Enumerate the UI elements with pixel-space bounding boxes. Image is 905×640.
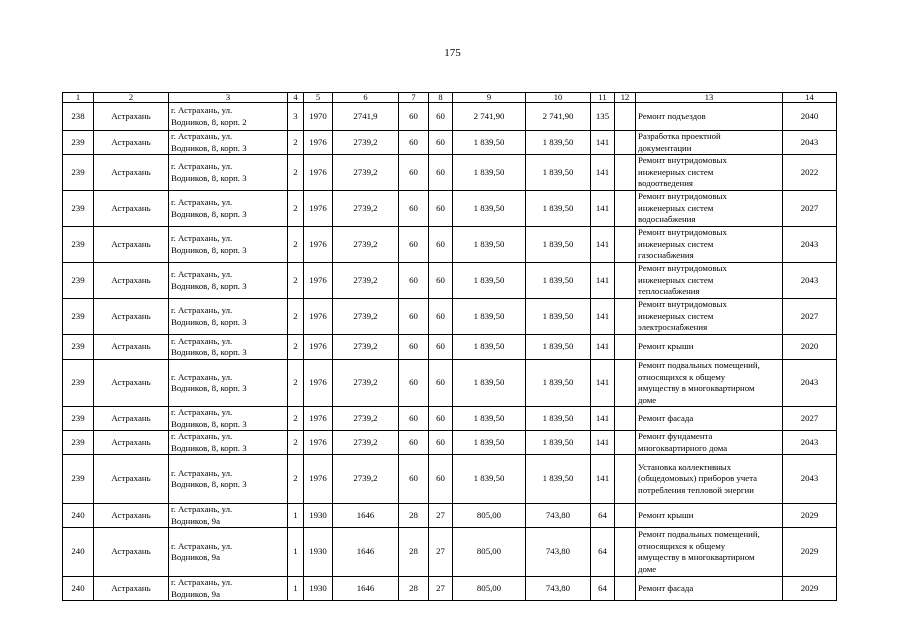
cell-city: Астрахань — [94, 577, 169, 601]
cell-col-12 — [615, 431, 636, 455]
table-row — [63, 360, 837, 407]
cell-col-4: 2 — [288, 431, 304, 455]
cell-col-8: 60 — [429, 227, 453, 263]
header-cell-3: 3 — [169, 93, 288, 103]
cell-col-10: 1 839,50 — [526, 407, 591, 431]
cell-col-7: 60 — [399, 407, 429, 431]
cell-col-11: 141 — [591, 431, 615, 455]
cell-col-11: 141 — [591, 155, 615, 191]
cell-col-8: 60 — [429, 155, 453, 191]
table-row — [63, 335, 837, 360]
cell-address: г. Астрахань, ул. Водников, 9а — [169, 528, 288, 577]
cell-address: г. Астрахань, ул. Водников, 8, корп. 3 — [169, 227, 288, 263]
cell-work-type: Ремонт внутридомовых инженерных систем водоснабжения — [636, 191, 783, 227]
cell-col-9: 1 839,50 — [453, 455, 526, 504]
cell-col-4: 1 — [288, 504, 304, 528]
cell-planned-year: 2029 — [783, 577, 837, 601]
cell-address: г. Астрахань, ул. Водников, 8, корп. 3 — [169, 431, 288, 455]
cell-col-8: 60 — [429, 455, 453, 504]
cell-col-8: 60 — [429, 335, 453, 360]
page-number: 175 — [444, 47, 461, 59]
cell-planned-year: 2040 — [783, 103, 837, 131]
cell-city: Астрахань — [94, 335, 169, 360]
cell-col-9: 1 839,50 — [453, 299, 526, 335]
cell-col-12 — [615, 335, 636, 360]
cell-city: Астрахань — [94, 103, 169, 131]
table-row — [63, 431, 837, 455]
cell-area: 1646 — [333, 577, 399, 601]
cell-col-9: 1 839,50 — [453, 431, 526, 455]
cell-area: 1646 — [333, 504, 399, 528]
cell-col-10: 1 839,50 — [526, 431, 591, 455]
cell-col-12 — [615, 299, 636, 335]
cell-work-type: Ремонт подвальных помещений, относящихся к общему имуществу в многоквартирном доме — [636, 360, 783, 407]
cell-col-9: 1 839,50 — [453, 155, 526, 191]
cell-index: 240 — [63, 577, 94, 601]
cell-work-type: Ремонт фасада — [636, 577, 783, 601]
cell-col-7: 60 — [399, 263, 429, 299]
header-cell-1: 1 — [63, 93, 94, 103]
cell-col-4: 2 — [288, 299, 304, 335]
cell-city: Астрахань — [94, 528, 169, 577]
cell-work-type: Ремонт подвальных помещений, относящихся к общему имуществу в многоквартирном доме — [636, 528, 783, 577]
header-cell-14: 14 — [783, 93, 837, 103]
cell-index: 239 — [63, 191, 94, 227]
cell-area: 2739,2 — [333, 131, 399, 155]
cell-city: Астрахань — [94, 504, 169, 528]
cell-col-11: 141 — [591, 335, 615, 360]
cell-col-4: 2 — [288, 131, 304, 155]
cell-col-10: 2 741,90 — [526, 103, 591, 131]
cell-city: Астрахань — [94, 191, 169, 227]
cell-planned-year: 2027 — [783, 407, 837, 431]
cell-col-4: 2 — [288, 335, 304, 360]
cell-col-7: 60 — [399, 155, 429, 191]
cell-col-12 — [615, 407, 636, 431]
header-cell-13: 13 — [636, 93, 783, 103]
cell-area: 2739,2 — [333, 191, 399, 227]
cell-planned-year: 2022 — [783, 155, 837, 191]
cell-area: 2739,2 — [333, 227, 399, 263]
cell-col-4: 2 — [288, 263, 304, 299]
cell-index: 239 — [63, 131, 94, 155]
cell-col-10: 1 839,50 — [526, 227, 591, 263]
cell-col-10: 743,80 — [526, 577, 591, 601]
cell-col-4: 1 — [288, 528, 304, 577]
cell-work-type: Ремонт крыши — [636, 504, 783, 528]
cell-col-4: 2 — [288, 155, 304, 191]
cell-city: Астрахань — [94, 455, 169, 504]
cell-year: 1930 — [304, 528, 333, 577]
data-table — [62, 92, 837, 601]
cell-col-10: 1 839,50 — [526, 360, 591, 407]
cell-planned-year: 2043 — [783, 227, 837, 263]
cell-address: г. Астрахань, ул. Водников, 8, корп. 3 — [169, 360, 288, 407]
table-row — [63, 299, 837, 335]
cell-work-type: Ремонт фасада — [636, 407, 783, 431]
table-header-row — [63, 93, 837, 103]
cell-col-8: 60 — [429, 191, 453, 227]
cell-col-7: 60 — [399, 299, 429, 335]
cell-year: 1976 — [304, 131, 333, 155]
cell-year: 1976 — [304, 431, 333, 455]
cell-planned-year: 2043 — [783, 360, 837, 407]
cell-index: 239 — [63, 431, 94, 455]
cell-col-10: 1 839,50 — [526, 131, 591, 155]
cell-col-11: 141 — [591, 263, 615, 299]
cell-city: Астрахань — [94, 227, 169, 263]
cell-col-10: 1 839,50 — [526, 155, 591, 191]
table-row — [63, 191, 837, 227]
cell-col-10: 1 839,50 — [526, 263, 591, 299]
cell-planned-year: 2027 — [783, 191, 837, 227]
cell-col-10: 1 839,50 — [526, 335, 591, 360]
cell-address: г. Астрахань, ул. Водников, 9а — [169, 504, 288, 528]
cell-col-9: 1 839,50 — [453, 335, 526, 360]
cell-col-4: 1 — [288, 577, 304, 601]
cell-address: г. Астрахань, ул. Водников, 8, корп. 2 — [169, 103, 288, 131]
cell-area: 2739,2 — [333, 455, 399, 504]
header-cell-4: 4 — [288, 93, 304, 103]
cell-work-type: Ремонт внутридомовых инженерных систем газоснабжения — [636, 227, 783, 263]
cell-col-11: 141 — [591, 407, 615, 431]
cell-col-11: 141 — [591, 191, 615, 227]
cell-area: 2741,9 — [333, 103, 399, 131]
cell-area: 1646 — [333, 528, 399, 577]
cell-col-12 — [615, 360, 636, 407]
cell-index: 238 — [63, 103, 94, 131]
cell-col-4: 2 — [288, 227, 304, 263]
cell-col-7: 60 — [399, 103, 429, 131]
cell-col-12 — [615, 131, 636, 155]
cell-year: 1976 — [304, 335, 333, 360]
cell-col-12 — [615, 528, 636, 577]
cell-col-12 — [615, 263, 636, 299]
cell-col-4: 2 — [288, 407, 304, 431]
cell-col-12 — [615, 455, 636, 504]
cell-col-7: 28 — [399, 577, 429, 601]
cell-col-12 — [615, 155, 636, 191]
cell-col-4: 2 — [288, 455, 304, 504]
cell-col-11: 141 — [591, 227, 615, 263]
header-cell-5: 5 — [304, 93, 333, 103]
table-row — [63, 155, 837, 191]
cell-area: 2739,2 — [333, 335, 399, 360]
cell-col-11: 141 — [591, 131, 615, 155]
cell-col-11: 141 — [591, 299, 615, 335]
table-row — [63, 528, 837, 577]
cell-address: г. Астрахань, ул. Водников, 8, корп. 3 — [169, 191, 288, 227]
cell-planned-year: 2020 — [783, 335, 837, 360]
cell-year: 1976 — [304, 155, 333, 191]
cell-city: Астрахань — [94, 360, 169, 407]
cell-col-9: 2 741,90 — [453, 103, 526, 131]
cell-col-7: 60 — [399, 191, 429, 227]
cell-year: 1976 — [304, 299, 333, 335]
cell-col-11: 64 — [591, 504, 615, 528]
cell-address: г. Астрахань, ул. Водников, 8, корп. 3 — [169, 335, 288, 360]
cell-col-9: 805,00 — [453, 577, 526, 601]
cell-col-4: 2 — [288, 360, 304, 407]
table-row — [63, 455, 837, 504]
cell-index: 239 — [63, 227, 94, 263]
cell-year: 1976 — [304, 360, 333, 407]
cell-year: 1930 — [304, 504, 333, 528]
cell-col-8: 60 — [429, 360, 453, 407]
cell-city: Астрахань — [94, 155, 169, 191]
cell-work-type: Ремонт фундамента многоквартирного дома — [636, 431, 783, 455]
cell-col-8: 60 — [429, 103, 453, 131]
cell-col-8: 27 — [429, 528, 453, 577]
cell-col-10: 1 839,50 — [526, 299, 591, 335]
cell-col-10: 1 839,50 — [526, 455, 591, 504]
cell-col-8: 27 — [429, 504, 453, 528]
header-cell-6: 6 — [333, 93, 399, 103]
cell-col-9: 1 839,50 — [453, 407, 526, 431]
cell-work-type: Ремонт внутридомовых инженерных систем теплоснабжения — [636, 263, 783, 299]
table-row — [63, 227, 837, 263]
cell-col-11: 135 — [591, 103, 615, 131]
table-body — [63, 93, 837, 601]
cell-col-9: 1 839,50 — [453, 131, 526, 155]
cell-planned-year: 2043 — [783, 131, 837, 155]
table-row — [63, 263, 837, 299]
cell-year: 1976 — [304, 227, 333, 263]
cell-area: 2739,2 — [333, 263, 399, 299]
cell-col-8: 27 — [429, 577, 453, 601]
cell-col-9: 805,00 — [453, 504, 526, 528]
cell-col-8: 60 — [429, 299, 453, 335]
cell-area: 2739,2 — [333, 360, 399, 407]
header-cell-2: 2 — [94, 93, 169, 103]
cell-col-7: 60 — [399, 227, 429, 263]
cell-area: 2739,2 — [333, 431, 399, 455]
cell-col-12 — [615, 227, 636, 263]
cell-area: 2739,2 — [333, 407, 399, 431]
cell-year: 1970 — [304, 103, 333, 131]
cell-planned-year: 2043 — [783, 431, 837, 455]
cell-col-8: 60 — [429, 431, 453, 455]
cell-index: 239 — [63, 335, 94, 360]
header-cell-7: 7 — [399, 93, 429, 103]
cell-address: г. Астрахань, ул. Водников, 8, корп. 3 — [169, 455, 288, 504]
cell-index: 239 — [63, 455, 94, 504]
cell-index: 240 — [63, 528, 94, 577]
cell-work-type: Ремонт внутридомовых инженерных систем водоотведения — [636, 155, 783, 191]
cell-planned-year: 2043 — [783, 455, 837, 504]
cell-col-7: 60 — [399, 360, 429, 407]
table-row — [63, 504, 837, 528]
cell-col-9: 1 839,50 — [453, 227, 526, 263]
cell-col-7: 28 — [399, 504, 429, 528]
cell-col-12 — [615, 191, 636, 227]
cell-index: 239 — [63, 263, 94, 299]
cell-address: г. Астрахань, ул. Водников, 9а — [169, 577, 288, 601]
cell-col-9: 1 839,50 — [453, 191, 526, 227]
cell-year: 1976 — [304, 263, 333, 299]
cell-address: г. Астрахань, ул. Водников, 8, корп. 3 — [169, 263, 288, 299]
table-row — [63, 103, 837, 131]
cell-col-4: 3 — [288, 103, 304, 131]
cell-index: 239 — [63, 407, 94, 431]
cell-city: Астрахань — [94, 131, 169, 155]
cell-col-12 — [615, 103, 636, 131]
cell-work-type: Ремонт внутридомовых инженерных систем электроснабжения — [636, 299, 783, 335]
cell-planned-year: 2029 — [783, 528, 837, 577]
header-cell-8: 8 — [429, 93, 453, 103]
cell-index: 239 — [63, 155, 94, 191]
cell-year: 1930 — [304, 577, 333, 601]
cell-col-11: 64 — [591, 577, 615, 601]
cell-col-12 — [615, 504, 636, 528]
cell-col-11: 64 — [591, 528, 615, 577]
cell-col-8: 60 — [429, 131, 453, 155]
table-row — [63, 407, 837, 431]
cell-col-8: 60 — [429, 407, 453, 431]
cell-city: Астрахань — [94, 431, 169, 455]
cell-col-7: 28 — [399, 528, 429, 577]
cell-area: 2739,2 — [333, 299, 399, 335]
cell-col-9: 1 839,50 — [453, 263, 526, 299]
cell-address: г. Астрахань, ул. Водников, 8, корп. 3 — [169, 299, 288, 335]
cell-work-type: Разработка проектной документации — [636, 131, 783, 155]
header-cell-11: 11 — [591, 93, 615, 103]
cell-planned-year: 2043 — [783, 263, 837, 299]
cell-col-10: 743,80 — [526, 504, 591, 528]
table-row — [63, 131, 837, 155]
cell-address: г. Астрахань, ул. Водников, 8, корп. 3 — [169, 155, 288, 191]
header-cell-12: 12 — [615, 93, 636, 103]
cell-city: Астрахань — [94, 299, 169, 335]
header-cell-9: 9 — [453, 93, 526, 103]
table-row — [63, 577, 837, 601]
cell-index: 240 — [63, 504, 94, 528]
cell-col-8: 60 — [429, 263, 453, 299]
cell-work-type: Ремонт крыши — [636, 335, 783, 360]
cell-city: Астрахань — [94, 407, 169, 431]
cell-col-7: 60 — [399, 455, 429, 504]
cell-planned-year: 2029 — [783, 504, 837, 528]
cell-col-12 — [615, 577, 636, 601]
cell-col-7: 60 — [399, 131, 429, 155]
cell-year: 1976 — [304, 455, 333, 504]
cell-planned-year: 2027 — [783, 299, 837, 335]
cell-col-7: 60 — [399, 335, 429, 360]
header-cell-10: 10 — [526, 93, 591, 103]
cell-col-9: 1 839,50 — [453, 360, 526, 407]
cell-col-7: 60 — [399, 431, 429, 455]
cell-work-type: Ремонт подъездов — [636, 103, 783, 131]
cell-col-10: 743,80 — [526, 528, 591, 577]
cell-index: 239 — [63, 360, 94, 407]
cell-work-type: Установка коллективных (общедомовых) приборов учета потребления тепловой энергии — [636, 455, 783, 504]
cell-address: г. Астрахань, ул. Водников, 8, корп. 3 — [169, 131, 288, 155]
cell-address: г. Астрахань, ул. Водников, 8, корп. 3 — [169, 407, 288, 431]
cell-index: 239 — [63, 299, 94, 335]
cell-col-11: 141 — [591, 455, 615, 504]
cell-col-10: 1 839,50 — [526, 191, 591, 227]
cell-city: Астрахань — [94, 263, 169, 299]
cell-year: 1976 — [304, 407, 333, 431]
cell-area: 2739,2 — [333, 155, 399, 191]
cell-col-4: 2 — [288, 191, 304, 227]
cell-col-9: 805,00 — [453, 528, 526, 577]
cell-year: 1976 — [304, 191, 333, 227]
cell-col-11: 141 — [591, 360, 615, 407]
